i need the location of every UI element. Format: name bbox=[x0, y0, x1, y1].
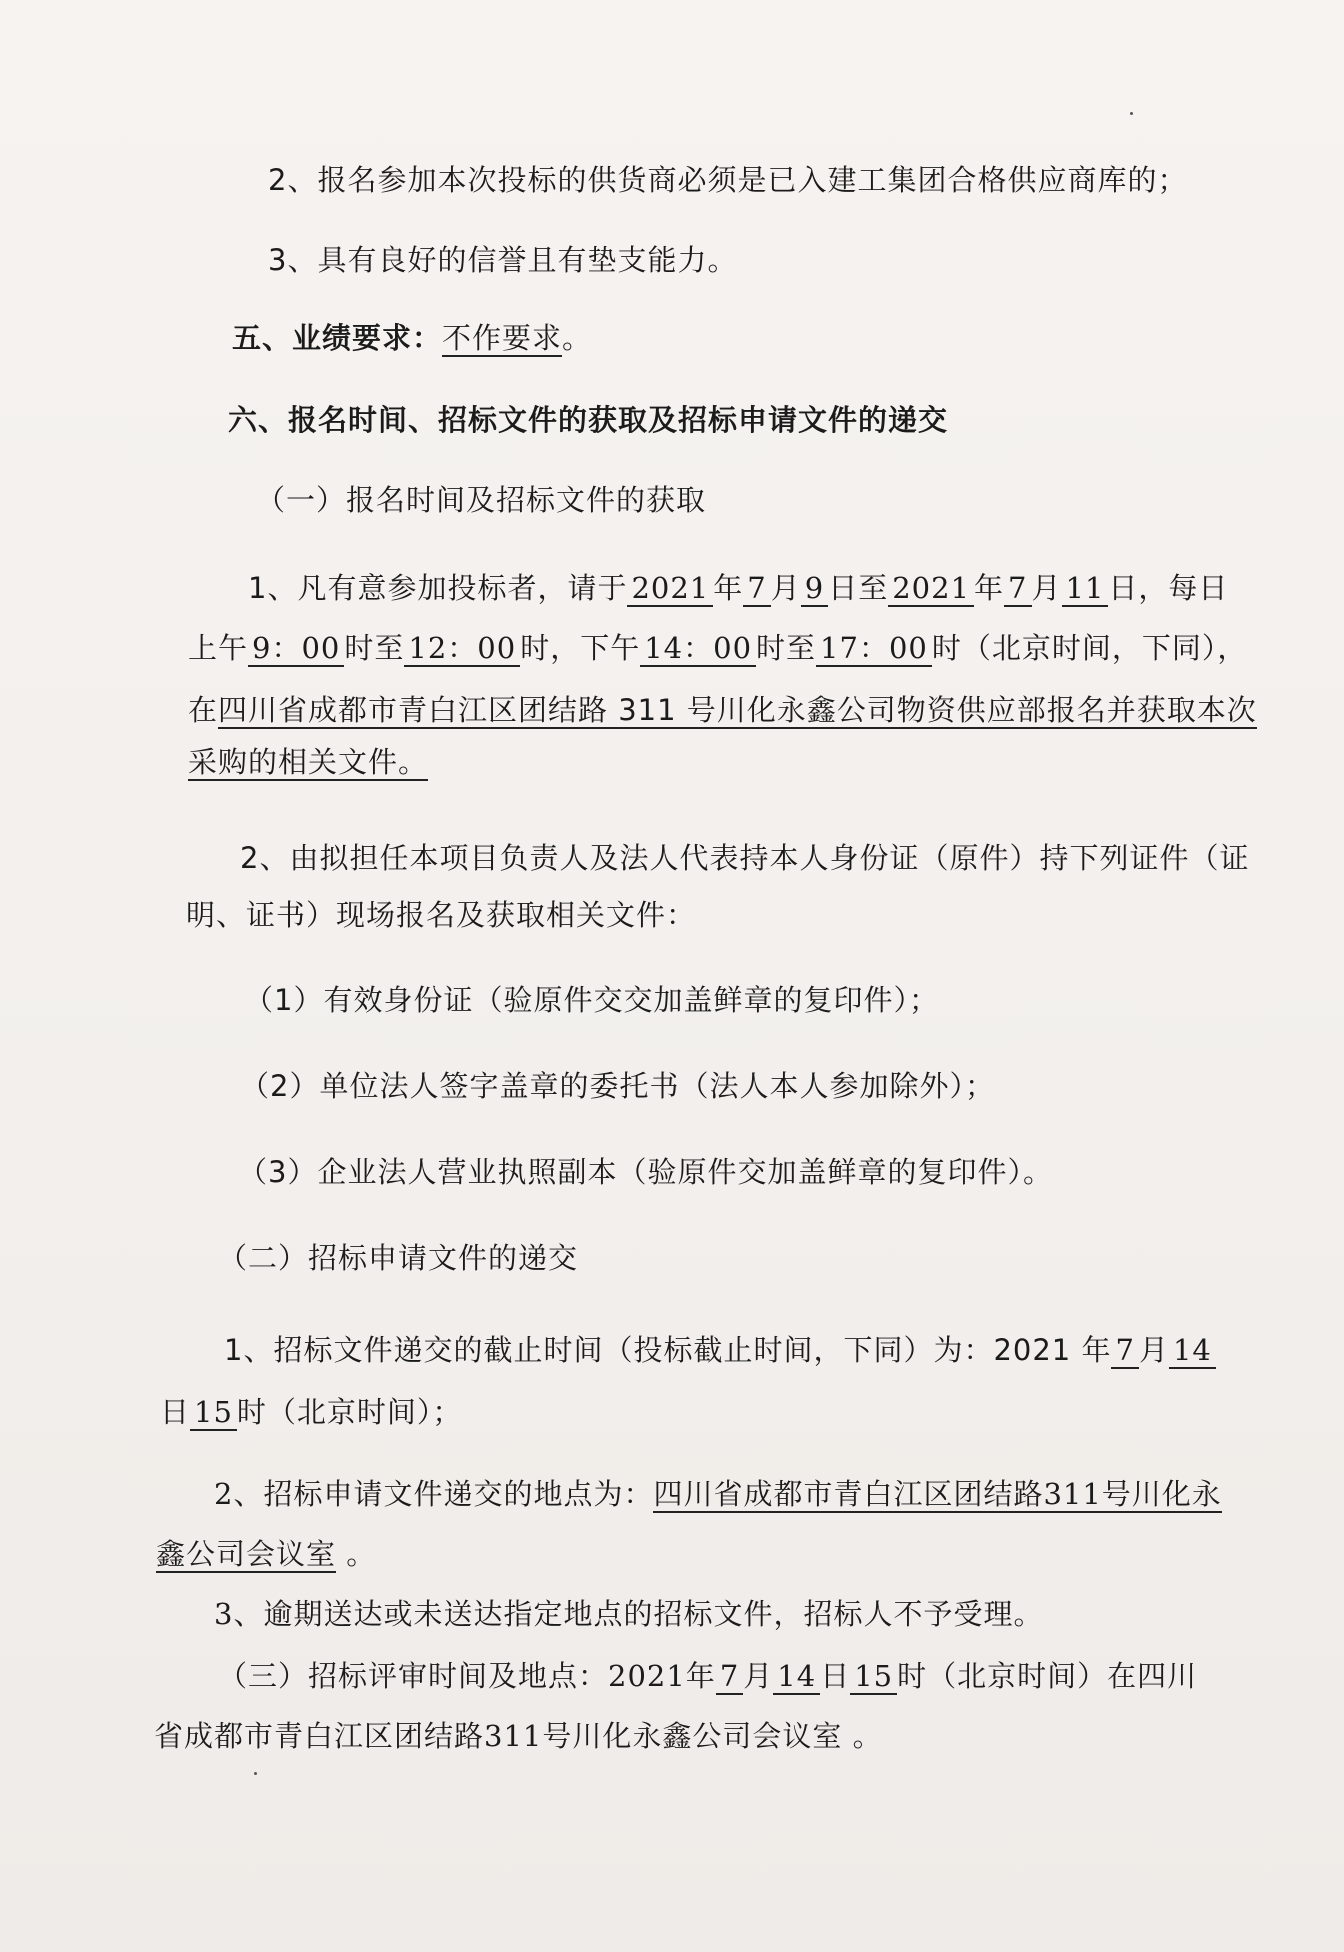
end-day: 11 bbox=[1062, 571, 1109, 607]
evaluation-day: 14 bbox=[773, 1659, 820, 1695]
submission-deadline bbox=[224, 1330, 1216, 1370]
pm-end: 17：00 bbox=[816, 631, 932, 667]
scan-speck bbox=[254, 1772, 257, 1775]
section-six-heading: 六、报名时间、招标文件的获取及招标申请文件的递交 bbox=[228, 403, 949, 437]
text: 月 bbox=[1031, 571, 1062, 605]
subsection-two-heading: （二）招标申请文件的递交 bbox=[218, 1241, 579, 1275]
registration-dates bbox=[248, 568, 1228, 608]
section-five-label: 五、业绩要求： bbox=[232, 321, 443, 355]
evaluation-location: 省成都市青白江区团结路311号川化永鑫公司会议室 。 bbox=[154, 1719, 883, 1753]
registration-address: 四川省成都市青白江区团结路 311 号川化永鑫公司物资供应部报名并获取本次 bbox=[218, 693, 1257, 727]
text: 日，每日 bbox=[1108, 571, 1229, 605]
text: 采购的相关文件。 bbox=[188, 745, 429, 779]
submission-deadline-cont bbox=[160, 1392, 462, 1432]
section-five-value: 不作要求 bbox=[442, 321, 563, 355]
text: 月 bbox=[743, 1659, 774, 1693]
text: 2、招标申请文件递交的地点为： bbox=[214, 1477, 654, 1511]
registration-hours bbox=[188, 628, 1247, 668]
pm-start: 14：00 bbox=[640, 631, 756, 667]
section-five-end: 。 bbox=[562, 321, 593, 355]
start-day: 9 bbox=[801, 571, 828, 607]
section-five bbox=[232, 318, 592, 358]
evaluation-hour: 15 bbox=[850, 1659, 897, 1695]
start-year: 2021 bbox=[627, 571, 713, 607]
submission-address-cont: 鑫公司会议室 bbox=[156, 1537, 337, 1571]
submission-location bbox=[214, 1474, 1222, 1514]
text: 月 bbox=[770, 571, 801, 605]
text: 年 bbox=[974, 571, 1005, 605]
text: 时至 bbox=[756, 631, 817, 665]
text: 时（北京时间）； bbox=[236, 1395, 463, 1429]
evaluation-time bbox=[218, 1656, 1197, 1696]
registration-item-2-cont: 明、证书）现场报名及获取相关文件： bbox=[186, 898, 697, 932]
deadline-day: 14 bbox=[1169, 1333, 1216, 1369]
text: 上午 bbox=[188, 631, 249, 665]
text: 日 bbox=[160, 1395, 191, 1429]
late-submission-notice: 3、逾期送达或未送达指定地点的招标文件，招标人不予受理。 bbox=[214, 1597, 1044, 1631]
end-month: 7 bbox=[1004, 571, 1031, 607]
text: 时（北京时间，下同）， bbox=[931, 631, 1248, 665]
start-month: 7 bbox=[743, 571, 770, 607]
requirement-item-3: 3、具有良好的信誉且有垫支能力。 bbox=[268, 243, 738, 277]
text: 时至 bbox=[344, 631, 405, 665]
text: 1、凡有意参加投标者，请于 bbox=[248, 571, 628, 605]
registration-location bbox=[188, 690, 1257, 730]
text: 日 bbox=[820, 1659, 851, 1693]
scan-speck bbox=[1130, 112, 1133, 115]
submission-address: 四川省成都市青白江区团结路311号川化永 bbox=[653, 1477, 1222, 1511]
text: 在 bbox=[188, 693, 219, 727]
registration-location-cont bbox=[188, 742, 428, 782]
end-year: 2021 bbox=[888, 571, 974, 607]
document-item-1: （1）有效身份证（验原件交交加盖鲜章的复印件）； bbox=[244, 983, 939, 1017]
deadline-month: 7 bbox=[1111, 1333, 1138, 1369]
text: 。 bbox=[336, 1537, 377, 1571]
requirement-item-2: 2、报名参加本次投标的供货商必须是已入建工集团合格供应商库的； bbox=[268, 163, 1188, 197]
deadline-hour: 15 bbox=[190, 1395, 237, 1431]
registration-item-2: 2、由拟担任本项目负责人及法人代表持本人身份证（原件）持下列证件（证 bbox=[240, 841, 1250, 875]
evaluation-month: 7 bbox=[716, 1659, 743, 1695]
text: 1、招标文件递交的截止时间（投标截止时间，下同）为：2021 年 bbox=[224, 1333, 1112, 1367]
am-end: 12：00 bbox=[404, 631, 520, 667]
document-item-3: （3）企业法人营业执照副本（验原件交加盖鲜章的复印件）。 bbox=[238, 1155, 1053, 1189]
text: （三）招标评审时间及地点：2021年 bbox=[218, 1659, 716, 1693]
subsection-one-heading: （一）报名时间及招标文件的获取 bbox=[256, 483, 707, 517]
text: 月 bbox=[1138, 1333, 1169, 1367]
text: 日至 bbox=[828, 571, 889, 605]
document-item-2: （2）单位法人签字盖章的委托书（法人本人参加除外）； bbox=[240, 1069, 995, 1103]
text: 时，下午 bbox=[520, 631, 641, 665]
submission-location-cont bbox=[156, 1534, 376, 1574]
am-start: 9：00 bbox=[248, 631, 344, 667]
text: 年 bbox=[713, 571, 744, 605]
text: 时（北京时间）在四川 bbox=[897, 1659, 1198, 1693]
